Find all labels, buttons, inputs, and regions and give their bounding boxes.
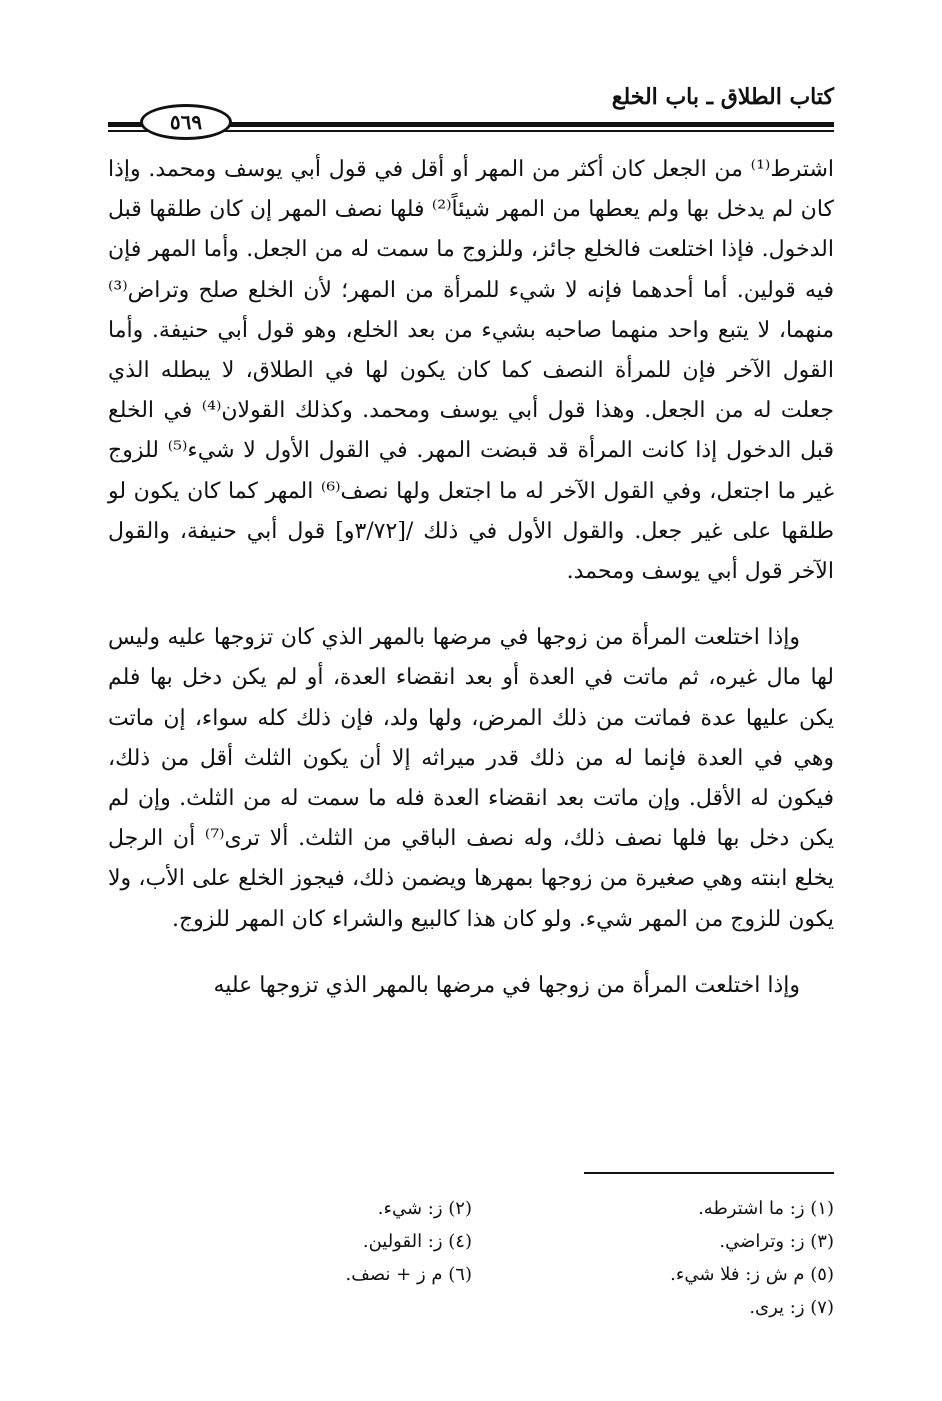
- footnotes-right-column: [474, 1192, 834, 1324]
- running-header-title: كتاب الطلاق ـ باب الخلع: [611, 84, 834, 110]
- paragraph-3: وإذا اختلعت المرأة من زوجها في مرضها بالمهر الذي تزوجها عليه: [213, 972, 800, 998]
- footnote-separator: [584, 1172, 834, 1174]
- footnote-5: (٥) م ش ز: فلا شيء.: [670, 1264, 834, 1285]
- footnote-6: (٦) م ز + نصف.: [345, 1264, 472, 1285]
- main-text: [108, 150, 834, 1006]
- footnote-3: (٣) ز: وتراضي.: [719, 1231, 834, 1252]
- paragraph-1: اشترط⁽¹⁾ من الجعل كان أكثر من المهر أو أقل في قول أبي يوسف ومحمد. وإذا كان لم يدخل بها ولم يعطها من المهر شيئاً⁽²⁾ فلها نصف المهر إن كان طلقها قبل الدخول. فإذا اختلعت فالخلع جائز، وللزوج ما سمت له من الجعل. وأما المهر فإن فيه قولين. أما أحدهما فإنه لا شيء للمرأة من المهر؛ لأن الخلع صلح وتراض⁽³⁾ منهما، لا يتبع واحد منهما صاحبه بشيء من بعد الخلع، وهو قول أبي حنيفة. وأما القول الآخر فإن للمرأة النصف كما كان يكون لها في الطلاق، لا يبطله الذي جعلت له من الجعل. وهذا قول أبي يوسف ومحمد. وكذلك القولان⁽⁴⁾ في الخلع قبل الدخول إذا كانت المرأة قد قبضت المهر. في القول الأول لا شيء⁽⁵⁾ للزوج غير ما اجتعل، وفي القول الآخر له ما اجتعل ولها نصف⁽⁶⁾ المهر كما كان يكون لو طلقها على غير جعل. والقول الأول في ذلك /[٣/٧٢و] قول أبي حنيفة، والقول الآخر قول أبي يوسف ومحمد.: [108, 157, 834, 585]
- page-number: [140, 104, 232, 140]
- paragraph-2: وإذا اختلعت المرأة من زوجها في مرضها بالمهر الذي كان تزوجها عليه وليس لها مال غيره، ثم ماتت في العدة أو بعد انقضاء العدة، أو لم يكن دخل بها فلم يكن عليها عدة فماتت من ذلك المرض، ولها ولد، فإن ذلك كله سواء، إن ماتت وهي في العدة فإنما له من ذلك قدر ميراثه إلا أن يكون الثلث أقل من ذلك، فيكون له الأقل. وإن ماتت بعد انقضاء العدة فله ما سمت له من الثلث. وإن لم يكن دخل بها فلها نصف ذلك، وله نصف الباقي من الثلث. ألا ترى⁽⁷⁾ أن الرجل يخلع ابنته وهي صغيرة من زوجها بمهرها ويضمن ذلك، فيجوز الخلع على الأب، ولا يكون للزوج من المهر شيء. ولو كان هذا كالبيع والشراء كان المهر للزوج.: [108, 625, 834, 932]
- footnotes-left-column: [112, 1192, 472, 1291]
- footnote-1: (١) ز: ما اشترطه.: [698, 1198, 834, 1219]
- footnote-2: (٢) ز: شيء.: [377, 1198, 472, 1219]
- page-number-text: ٥٦٩: [169, 110, 203, 134]
- footnote-4: (٤) ز: القولين.: [362, 1231, 472, 1252]
- footnote-7: (٧) ز: يرى.: [749, 1297, 834, 1318]
